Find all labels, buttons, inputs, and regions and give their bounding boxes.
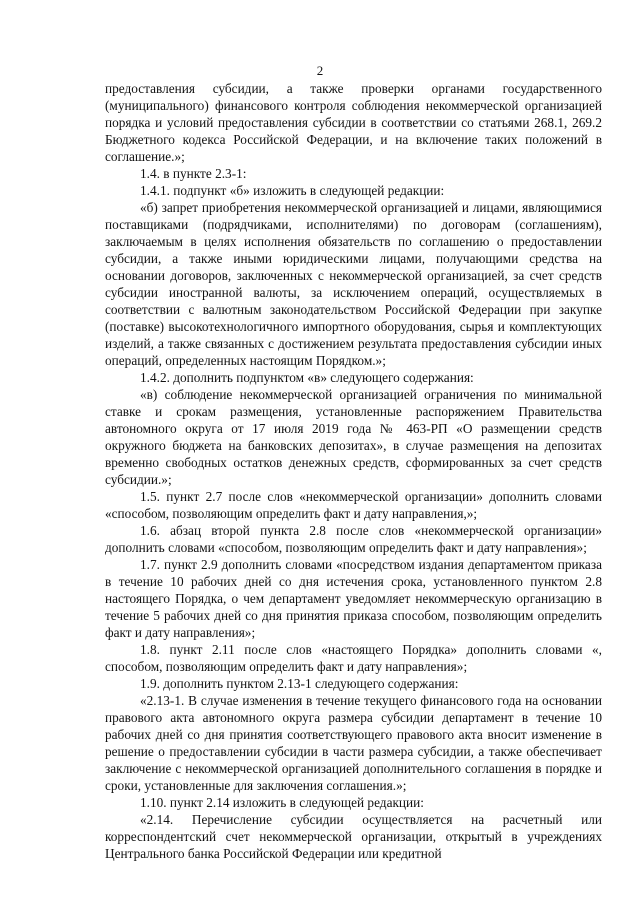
paragraph-7: 1.5. пункт 2.7 после слов «некоммерческой организации» дополнить словами «способом, позволяющим определить факт и дату направления,»; [105, 489, 602, 521]
paragraph-9: 1.7. пункт 2.9 дополнить словами «посредством издания департаментом приказа в течение 10 рабочих дней со дня истечения срока, установленного пунктом 2.8 настоящего Порядка, о чем департамент уведомляет некоммерческую организацию в течение 5 рабочих дней со дня принятия приказа способом, позволяющим определить факт и дату направления»; [105, 557, 602, 640]
paragraph-11: 1.9. дополнить пунктом 2.13-1 следующего содержания: [140, 676, 459, 691]
document-body [105, 80, 602, 862]
paragraph-6: «в) соблюдение некоммерческой организацией ограничения по минимальной ставке и срокам размещения, установленные распоряжением Правительства автономного округа от 17 июля 2019 года № 463-РП «О размещении средств окружного бюджета на банковских депозитах», в случае размещения на депозитах временно свободных остатков денежных средств, сформированных за счет средств субсидии.»; [105, 387, 602, 487]
paragraph-14: «2.14. Перечисление субсидии осуществляется на расчетный или корреспондентский счет некоммерческой организации, открытый в учреждениях Центрального банка Российской Федерации или кредитной [105, 812, 602, 861]
paragraph-1: предоставления субсидии, а также проверки органами государственного (муниципального) финансового контроля соблюдения некоммерческой организацией порядка и условий предоставления субсидии в соответствии со статьями 268.1, 269.2 Бюджетного кодекса Российской Федерации, и на включение таких положений в соглашение.»; [105, 81, 602, 164]
page-number: 2 [316, 63, 324, 78]
paragraph-5: 1.4.2. дополнить подпунктом «в» следующего содержания: [140, 370, 474, 385]
paragraph-10: 1.8. пункт 2.11 после слов «настоящего Порядка» дополнить словами «, способом, позволяющим определить факт и дату направления»; [105, 642, 602, 674]
paragraph-4: «б) запрет приобретения некоммерческой организацией и лицами, являющимися поставщиками (подрядчиками, исполнителями) по договорам (соглашениям), заключаемым в целях исполнения обязательств по соглашению о предоставлении субсидии, а также иными юридическими лицами, получающими средства на основании договоров, заключенных с некоммерческой организацией, за счет средств субсидии иностранной валюты, за исключением операций, осуществляемых в соответствии с валютным законодательством Российской Федерации при закупке (поставке) высокотехнологичного импортного оборудования, сырья и комплектующих изделий, а также связанных с достижением результата предоставления субсидии иных операций, определенных настоящим Порядком.»; [105, 200, 602, 368]
paragraph-3: 1.4.1. подпункт «б» изложить в следующей редакции: [140, 183, 445, 198]
paragraph-13: 1.10. пункт 2.14 изложить в следующей редакции: [140, 795, 424, 810]
paragraph-8: 1.6. абзац второй пункта 2.8 после слов «некоммерческой организации» дополнить словами «способом, позволяющим определить факт и дату направления»; [105, 523, 602, 555]
paragraph-2: 1.4. в пункте 2.3-1: [140, 166, 247, 181]
paragraph-12: «2.13-1. В случае изменения в течение текущего финансового года на основании правового акта автономного округа размера субсидии департамент в течение 10 рабочих дней со дня принятия соответствующего правового акта вносит изменение в решение о предоставлении субсидии в части размера субсидии, а также обеспечивает заключение с некоммерческой организацией дополнительного соглашения в порядке и сроки, установленные для заключения соглашения.»; [105, 693, 602, 793]
